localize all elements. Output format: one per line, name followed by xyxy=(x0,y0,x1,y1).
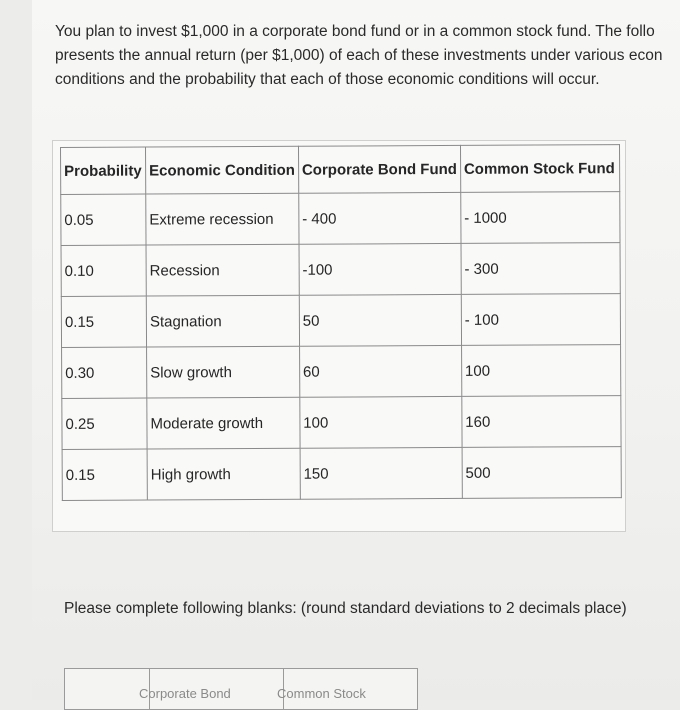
cell-condition: Moderate growth xyxy=(147,397,300,449)
answer-header-corporate-bond: Corporate Bond xyxy=(139,686,231,701)
answer-table xyxy=(64,668,418,710)
cell-bond-return: -100 xyxy=(299,243,461,295)
table-header-row xyxy=(61,145,620,195)
cell-bond-return: 60 xyxy=(299,345,461,397)
cell-stock-return: - 300 xyxy=(461,243,620,295)
intro-line-2: presents the annual return (per $1,000) of each of these investments under various econ xyxy=(55,47,663,64)
returns-table xyxy=(60,144,622,501)
intro-line-1: You plan to invest $1,000 in a corporate bond fund or in a common stock fund. The follo xyxy=(55,23,655,40)
cell-stock-return: - 1000 xyxy=(461,192,620,244)
answer-header-common-stock: Common Stock xyxy=(277,686,366,701)
cell-probability: 0.15 xyxy=(61,296,146,347)
table-row xyxy=(62,396,621,450)
cell-stock-return: - 100 xyxy=(461,294,620,346)
table-row xyxy=(61,192,620,246)
cell-bond-return: 100 xyxy=(300,396,462,448)
cell-stock-return: 500 xyxy=(462,447,621,499)
cell-condition: Extreme recession xyxy=(146,193,299,245)
cell-probability: 0.25 xyxy=(62,398,147,449)
header-corporate-bond-fund: Corporate Bond Fund xyxy=(298,145,460,193)
cell-condition: Slow growth xyxy=(147,346,300,398)
cell-probability: 0.05 xyxy=(61,194,146,245)
instructions-text: Please complete following blanks: (round standard deviations to 2 decimals place) xyxy=(64,600,627,617)
table-row xyxy=(62,345,621,399)
cell-probability: 0.10 xyxy=(61,245,146,296)
cell-probability: 0.30 xyxy=(62,347,147,398)
problem-statement xyxy=(55,20,680,92)
table-row xyxy=(62,447,621,501)
cell-condition: Recession xyxy=(146,244,299,296)
cell-probability: 0.15 xyxy=(62,449,147,500)
cell-bond-return: - 400 xyxy=(299,192,461,244)
header-probability: Probability xyxy=(61,147,146,194)
cell-condition: Stagnation xyxy=(146,295,299,347)
header-economic-condition: Economic Condition xyxy=(146,146,299,194)
intro-line-3: conditions and the probability that each of those economic conditions will occur. xyxy=(55,71,600,88)
table-row xyxy=(61,294,620,348)
cell-stock-return: 100 xyxy=(461,345,620,397)
header-common-stock-fund: Common Stock Fund xyxy=(460,145,619,193)
table-row xyxy=(61,243,620,297)
cell-stock-return: 160 xyxy=(462,396,621,448)
cell-condition: High growth xyxy=(147,448,300,500)
cell-bond-return: 150 xyxy=(300,447,462,499)
cell-bond-return: 50 xyxy=(299,294,461,346)
